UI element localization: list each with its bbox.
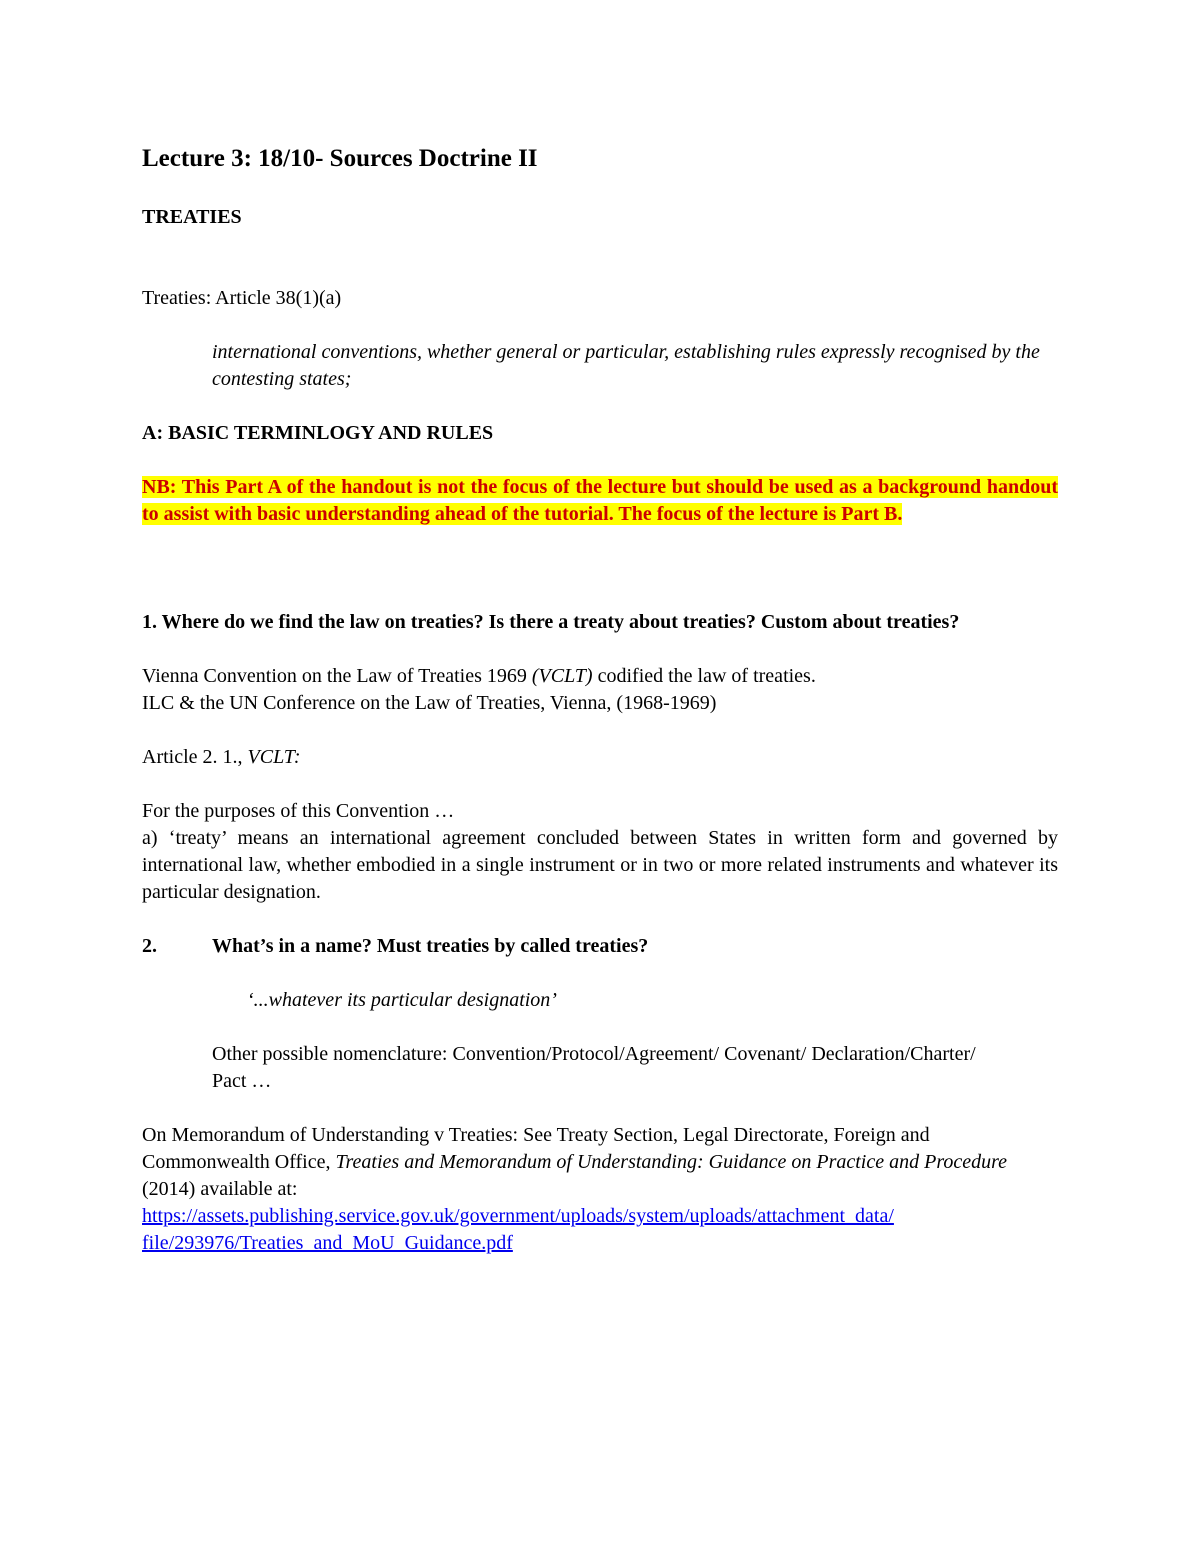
article-ref-text: Article 2. 1., [142,746,248,768]
mou-text: On Memorandum of Understanding v Treaties: See Treaty Section, Legal Directorate, Foreign and Commonwealth Office, [142,1124,930,1173]
guidance-link-block[interactable] [142,1203,1058,1257]
q1-body [142,663,1058,717]
page-title: Lecture 3: 18/10- Sources Doctrine II [142,145,538,172]
q1-line-1 [142,663,1058,690]
mou-paragraph [142,1122,1042,1203]
guidance-link-line-2[interactable]: file/293976/Treaties_and_MoU_Guidance.pdf [142,1232,513,1254]
vclt-abbrev: (VCLT) [531,665,593,687]
q2-heading-line [142,933,1058,960]
guidance-link-line-1[interactable]: https://assets.publishing.service.gov.uk/government/uploads/system/uploads/attachment_data/ [142,1205,894,1227]
nb-note-block [142,474,1058,528]
article-quote: international conventions, whether general or particular, establishing rules expressly recognised by the contesting states; [212,341,1040,390]
q2-heading: What’s in a name? Must treaties by called treaties? [212,935,649,957]
mou-available: (2014) available at: [142,1178,298,1200]
q1-line-1-end: codified the law of treaties. [592,665,816,687]
q2-number: 2. [142,935,157,957]
nomenclature: Other possible nomenclature: Convention/Protocol/Agreement/ Covenant/ Declaration/Charter/ Pact … [212,1043,976,1092]
section-a-heading: A: BASIC TERMINLOGY AND RULES [142,422,494,444]
article-ref-vclt: VCLT: [247,746,301,768]
mou-publication-title: Treaties and Memorandum of Understanding: Guidance on Practice and Procedure [335,1151,1008,1173]
heading-treaties: TREATIES [142,206,242,228]
designation-quote: ‘...whatever its particular designation’ [247,989,557,1011]
q1-heading: 1. Where do we find the law on treaties? Is there a treaty about treaties? Custom about treaties? [142,611,960,633]
treaties-article-line: Treaties: Article 38(1)(a) [142,287,342,309]
q1-line-2: ILC & the UN Conference on the Law of Treaties, Vienna, (1968-1969) [142,692,717,714]
treaty-definition: a) ‘treaty’ means an international agreement concluded between States in written form and governed by international law, whether embodied in a single instrument or in two or more related instruments and whatever its particular designation. [142,827,1058,903]
article-ref [142,744,1058,771]
definition-block [142,798,1058,906]
q1-line-1-text: Vienna Convention on the Law of Treaties 1969 [142,665,532,687]
purposes-line: For the purposes of this Convention … [142,800,455,822]
nb-note: NB: This Part A of the handout is not the focus of the lecture but should be used as a background handout to assist with basic understanding ahead of the tutorial. The focus of the lecture is Part B. [142,476,1058,525]
